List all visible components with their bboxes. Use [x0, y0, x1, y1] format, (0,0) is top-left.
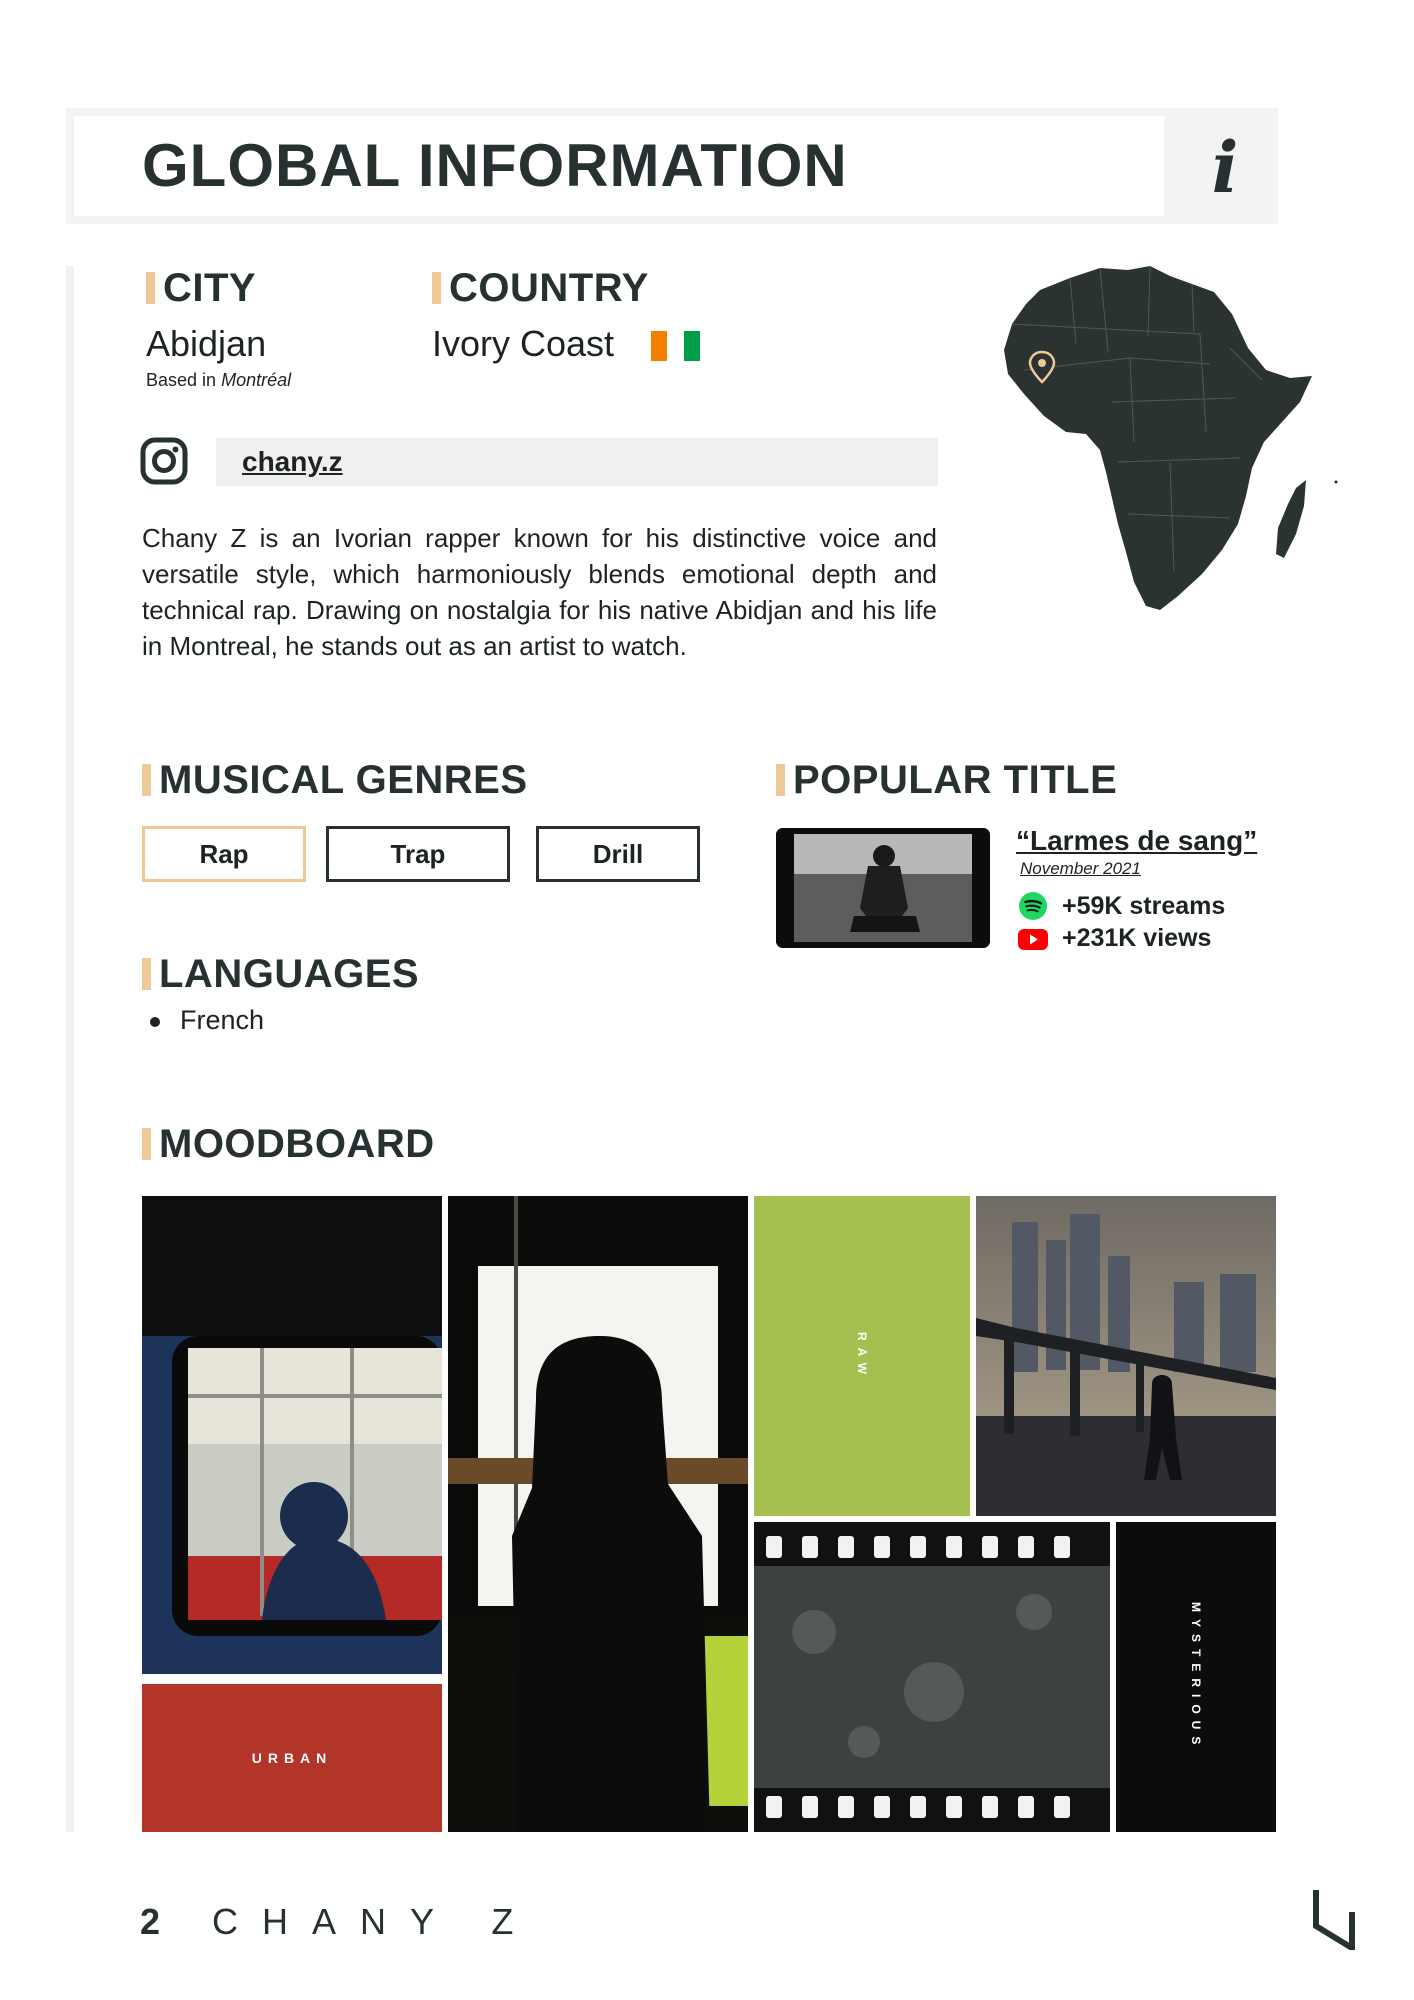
instagram-icon[interactable]	[140, 437, 188, 485]
moodboard-photo-bus-window	[142, 1196, 442, 1674]
moodboard-label-mysterious: MYSTERIOUS	[1189, 1602, 1203, 1752]
spotify-streams: +59K streams	[1062, 892, 1226, 920]
city-note: Based in Montréal	[146, 370, 292, 390]
accent-bar	[142, 958, 151, 990]
moodboard-tile-mysterious	[1116, 1522, 1276, 1832]
genre-tag-rap: Rap	[142, 826, 306, 882]
genre-tag-trap: Trap	[326, 826, 510, 882]
accent-bar	[142, 764, 151, 796]
genres-heading: MUSICAL GENRES	[142, 756, 528, 804]
accent-bar	[776, 764, 785, 796]
accent-bar	[432, 272, 441, 304]
country-heading: COUNTRY	[432, 264, 649, 312]
moodboard-photo-city-bridge	[976, 1196, 1276, 1516]
popular-title-heading: POPULAR TITLE	[776, 756, 1117, 804]
country-value: Ivory Coast	[432, 323, 615, 364]
youtube-views: +231K views	[1062, 924, 1212, 952]
language-item: French	[150, 1002, 264, 1038]
africa-map	[1000, 262, 1340, 614]
accent-bar	[142, 1128, 151, 1160]
moodboard-label-urban: URBAN	[251, 1750, 333, 1766]
bullet-icon	[150, 1017, 160, 1027]
flag-stripe-orange	[651, 331, 667, 361]
instagram-handle-link[interactable]: chany.z	[242, 446, 343, 477]
brand-logo-icon	[1310, 1886, 1358, 1950]
song-date: November 2021	[1020, 859, 1141, 878]
moodboard-tile-urban	[142, 1684, 442, 1832]
languages-heading: LANGUAGES	[142, 950, 419, 998]
song-title-link[interactable]: “Larmes de sang”	[1016, 825, 1258, 856]
city-heading: CITY	[146, 264, 256, 312]
city-value: Abidjan	[146, 323, 267, 364]
footer-brand-name: CHANY Z	[212, 1901, 538, 1942]
left-divider	[66, 266, 74, 1832]
page-number: 2	[140, 1901, 161, 1942]
moodboard-heading: MOODBOARD	[142, 1120, 435, 1168]
genre-tag-drill: Drill	[536, 826, 700, 882]
moodboard-tile-raw	[754, 1196, 970, 1516]
info-icon: i	[1211, 126, 1239, 209]
moodboard-photo-film-strip	[754, 1522, 1110, 1832]
accent-bar	[146, 272, 155, 304]
spotify-icon	[1018, 891, 1048, 921]
youtube-icon	[1018, 924, 1048, 954]
artist-bio: Chany Z is an Ivorian rapper known for his distinctive voice and versatile style, which harmoniously blends emotional depth and technical rap. Drawing on nostalgia for his native Abidjan and his life in Montreal, he stands out as an artist to watch.	[142, 523, 937, 661]
moodboard-photo-silhouette	[448, 1196, 748, 1832]
page-title: GLOBAL INFORMATION	[142, 132, 848, 199]
song-cover-image[interactable]	[776, 828, 990, 948]
moodboard-label-raw: RAW	[855, 1331, 869, 1381]
flag-stripe-green	[684, 331, 700, 361]
